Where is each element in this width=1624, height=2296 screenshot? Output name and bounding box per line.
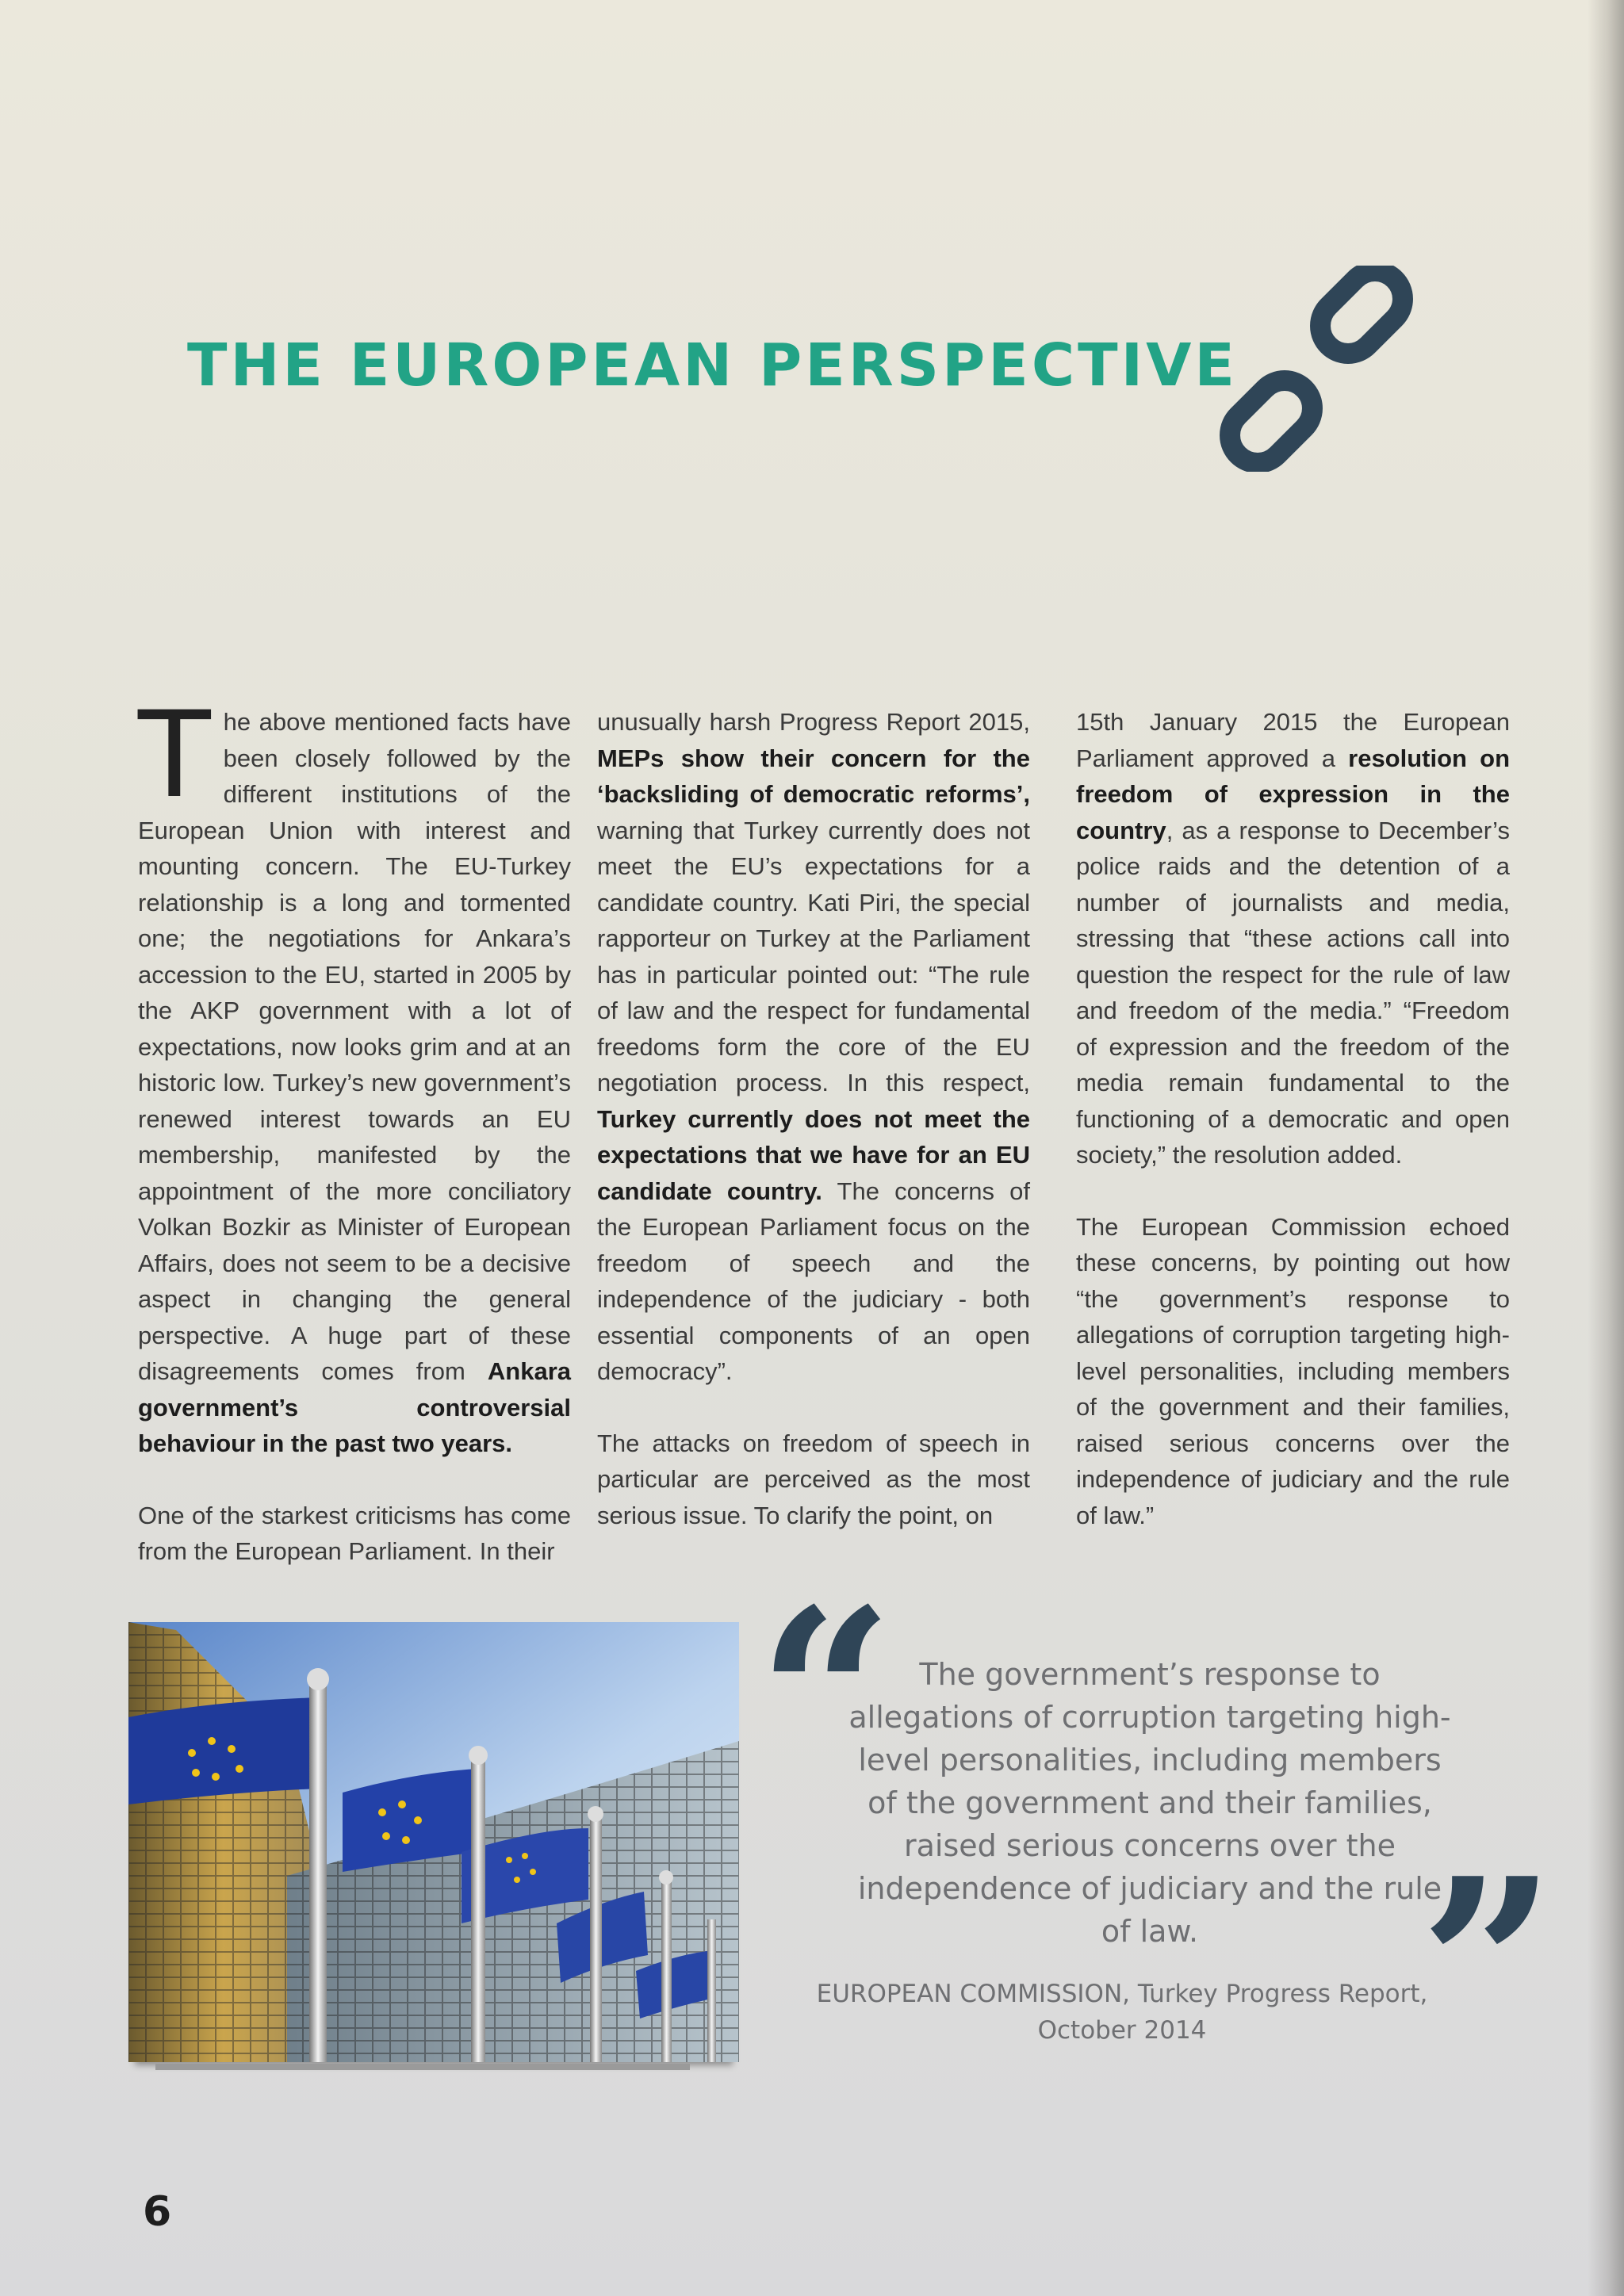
pull-quote: The government’s response to allegations of corruption targeting high-level personalities, including members of the government and their families, raised serious concerns over the independence of judiciary and the rule of law. (848, 1657, 1451, 1949)
article-column-1 (138, 687, 571, 1605)
open-quote-icon: “ (757, 1556, 894, 1836)
page-title: THE EUROPEAN PERSPECTIVE (187, 331, 1238, 400)
chain-link-icon (1213, 266, 1419, 472)
photo-drop-shadow (155, 2064, 690, 2070)
page-number: 6 (143, 2188, 172, 2236)
column3-paragraph-2: The European Commission echoed these concerns, by pointing out how “the government’s response to allegations of corruption targeting high-level personalities, including members of the government and their families, raised serious concerns over the independence of judiciary and the rule of law.” (1076, 1212, 1510, 1529)
column1-paragraph-2: One of the starkest criticisms has come from the European Parliament. In their (138, 1501, 571, 1565)
column2-paragraph-1: unusually harsh Progress Report 2015, MEPs show their concern for the ‘backsliding of democratic reforms’, warning that Turkey currently does not meet the EU’s expectations for a candidate country. Kati Piri, the special rapporteur on Turkey at the Parliament has in particular pointed out: “The rule of law and the respect for fundamental freedoms form the core of the EU negotiation process. In this respect, Turkey currently does not meet the expectations that we have for an EU candidate country. The concerns of the European Parliament focus on the freedom of speech and the independence of the judiciary - both essential components of an open democracy”. (597, 708, 1030, 1385)
close-quote-icon: ” (1419, 1826, 1557, 2106)
pull-quote-source: EUROPEAN COMMISSION, Turkey Progress Report, October 2014 (816, 1980, 1428, 2045)
article-column-2 (597, 704, 1030, 1569)
eu-flags-photo (128, 1622, 739, 2062)
column3-paragraph-1: 15th January 2015 the European Parliament approved a resolution on freedom of expression in the country, as a response to December’s police raids and the detention of a number of journalists and media, stressing that “these actions call into question the respect for the rule of law and freedom of the media.” “Freedom of expression and the freedom of the media remain fundamental to the functioning of a democratic and open society,” the resolution added. (1076, 708, 1510, 1169)
column2-paragraph-2: The attacks on freedom of speech in particular are perceived as the most serious issue. To clarify the point, on (597, 1429, 1030, 1529)
column1-paragraph-1: The above mentioned facts have been closely followed by the different institutions of the European Union with interest and mounting concern. The EU-Turkey relationship is a long and tormented one; the negotiations for Ankara’s accession to the EU, started in 2005 by the AKP government with a lot of expectations, now looks grim and at an historic low. Turkey’s new government’s renewed interest towards an EU membership, manifested by the appointment of the more conciliatory Volkan Bozkir as Minister of European Affairs, does not seem to be a decisive aspect in changing the general perspective. A huge part of these disagreements comes from Ankara government’s controversial behaviour in the past two years. (138, 687, 571, 1457)
page-edge-shadow (1588, 0, 1624, 2296)
drop-cap: T (138, 687, 211, 825)
article-column-3 (1076, 704, 1510, 1569)
